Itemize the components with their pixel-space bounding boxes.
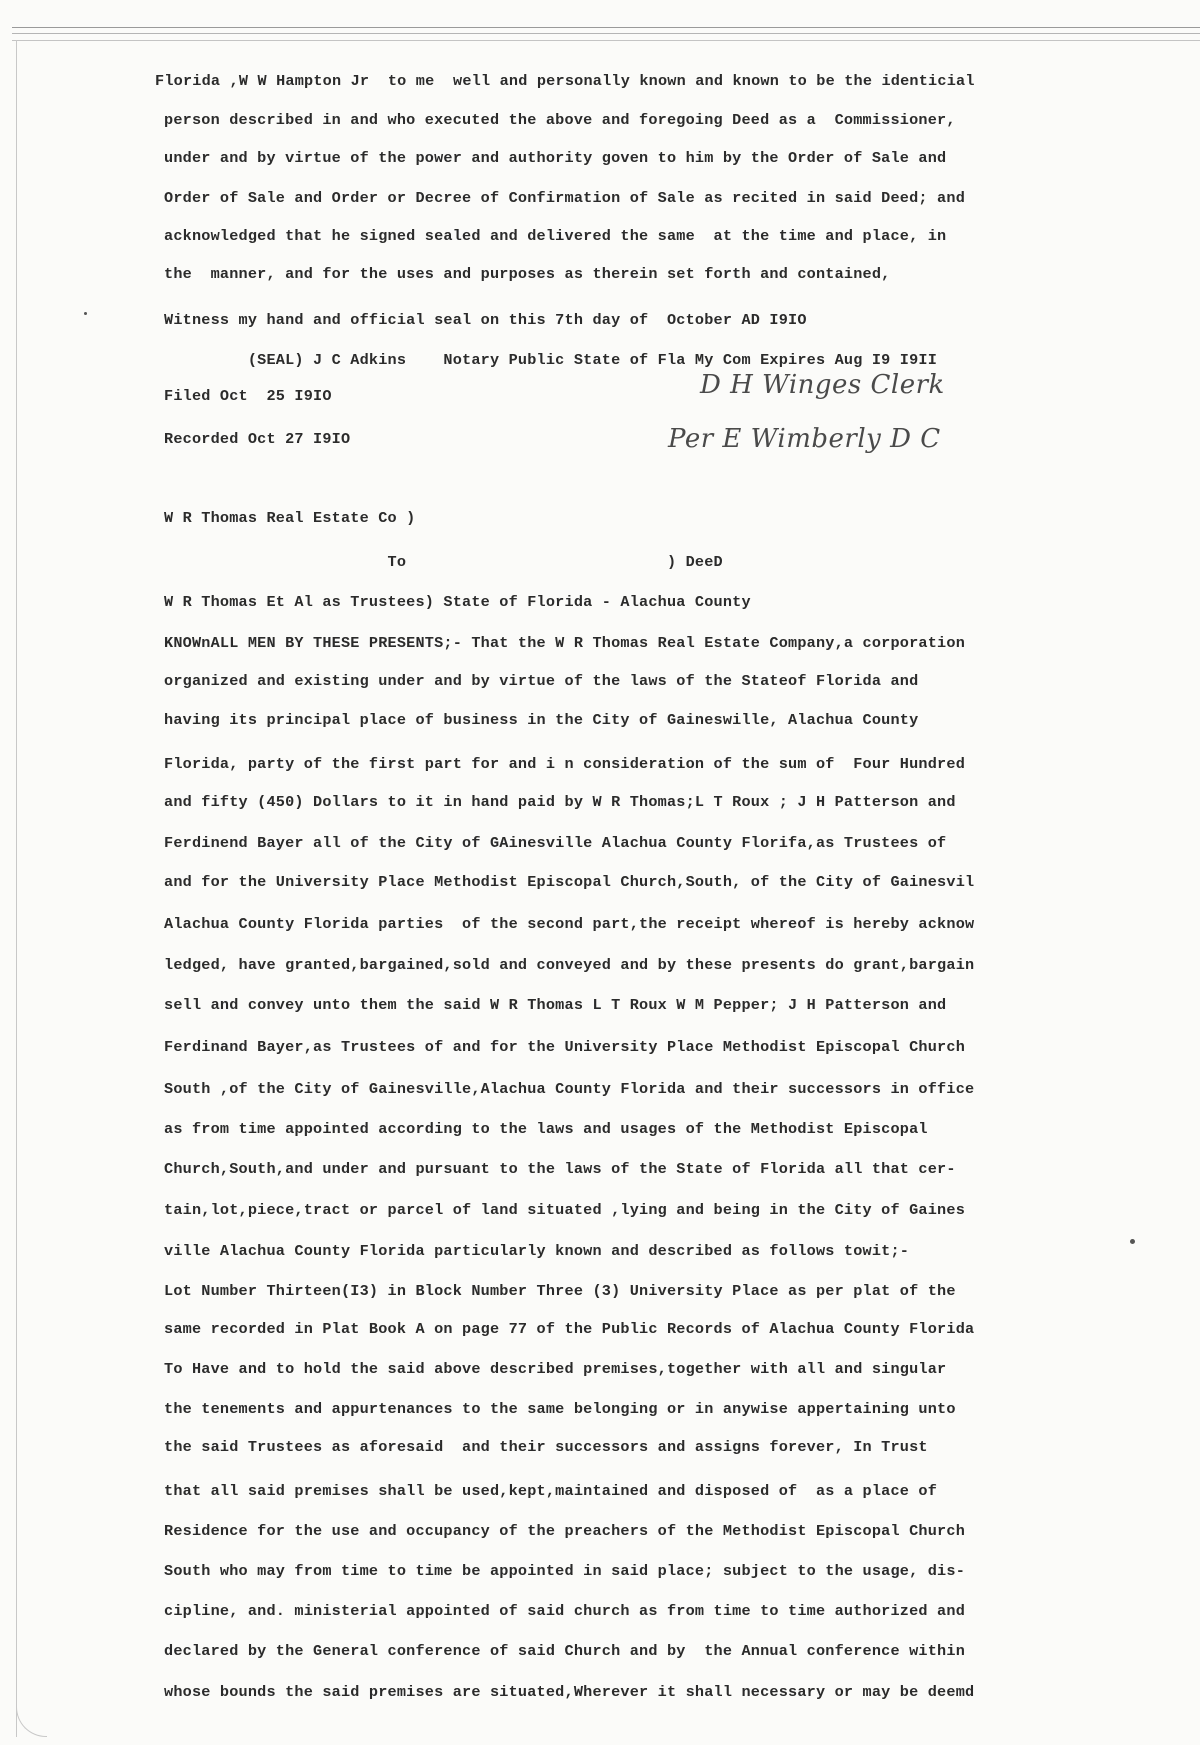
text-line: same recorded in Plat Book A on page 77 of the Public Records of Alachua County Florida <box>164 1320 975 1338</box>
text-line: ledged, have granted,bargained,sold and conveyed and by these presents do grant,bargain <box>164 956 975 974</box>
text-line: and fifty (450) Dollars to it in hand paid by W R Thomas;L T Roux ; J H Patterson and <box>164 793 956 811</box>
text-line: Residence for the use and occupancy of the preachers of the Methodist Episcopal Church <box>164 1522 966 1540</box>
text-line: cipline, and. ministerial appointed of said church as from time to time authorized and <box>164 1602 966 1620</box>
text-line: person described in and who executed the above and foregoing Deed as a Commissioner, <box>164 111 956 129</box>
deed-caption: To ) DeeD <box>164 553 723 571</box>
text-line: acknowledged that he signed sealed and delivered the same at the time and place, in <box>164 227 947 245</box>
text-line: KNOWnALL MEN BY THESE PRESENTS;- That the W R Thomas Real Estate Company,a corporation <box>164 634 966 652</box>
text-line: the manner, and for the uses and purposes as therein set forth and contained, <box>164 265 891 283</box>
text-line: the said Trustees as aforesaid and their successors and assigns forever, In Trust <box>164 1438 928 1456</box>
text-line: Florida ,W W Hampton Jr to me well and personally known and known to be the identicial <box>155 72 975 90</box>
text-line: South ,of the City of Gainesville,Alachua County Florida and their successors in office <box>164 1080 975 1098</box>
text-line: the tenements and appurtenances to the same belonging or in anywise appertaining unto <box>164 1400 956 1418</box>
text-line: under and by virtue of the power and authority goven to him by the Order of Sale and <box>164 149 947 167</box>
text-line: South who may from time to time be appointed in said place; subject to the usage, dis- <box>164 1562 966 1580</box>
text-line: that all said premises shall be used,kept,maintained and disposed of as a place of <box>164 1482 938 1500</box>
text-line: sell and convey unto them the said W R Thomas L T Roux W M Pepper; J H Patterson and <box>164 996 947 1014</box>
text-line: whose bounds the said premises are situated,Wherever it shall necessary or may be deemd <box>164 1683 975 1701</box>
filed-line: Filed Oct 25 I9IO <box>164 387 332 405</box>
text-line: declared by the General conference of said Church and by the Annual conference within <box>164 1642 966 1660</box>
text-line: Ferdinand Bayer,as Trustees of and for the University Place Methodist Episcopal Church <box>164 1038 966 1056</box>
deputy-signature: Per E Wimberly D C <box>668 424 941 454</box>
text-line: Order of Sale and Order or Decree of Confirmation of Sale as recited in said Deed; and <box>164 189 966 207</box>
text-line: Witness my hand and official seal on this 7th day of October AD I9IO <box>164 311 807 329</box>
text-line: organized and existing under and by virtue of the laws of the Stateof Florida and <box>164 672 919 690</box>
text-line: To Have and to hold the said above described premises,together with all and singular <box>164 1360 947 1378</box>
text-line: Ferdinend Bayer all of the City of GAinesville Alachua County Florifa,as Trustees of <box>164 834 947 852</box>
grantee-caption: W R Thomas Et Al as Trustees) State of Florida - Alachua County <box>164 593 751 611</box>
legal-description: Lot Number Thirteen(I3) in Block Number Three (3) University Place as per plat of the <box>164 1282 956 1300</box>
notary-line: (SEAL) J C Adkins Notary Public State of Fla My Com Expires Aug I9 I9II <box>164 351 938 369</box>
ink-dot <box>84 312 87 315</box>
grantor-caption: W R Thomas Real Estate Co ) <box>164 509 416 527</box>
text-line: having its principal place of business in the City of Gaineswille, Alachua County <box>164 711 919 729</box>
text-line: Florida, party of the first part for and i n consideration of the sum of Four Hundred <box>164 755 966 773</box>
text-line: Alachua County Florida parties of the second part,the receipt whereof is hereby acknow <box>164 915 975 933</box>
text-line: tain,lot,piece,tract or parcel of land situated ,lying and being in the City of Gaines <box>164 1201 966 1219</box>
text-line: ville Alachua County Florida particularly known and described as follows towit;- <box>164 1242 910 1260</box>
text-line: Church,South,and under and pursuant to the laws of the State of Florida all that cer- <box>164 1160 956 1178</box>
recorded-line: Recorded Oct 27 I9IO <box>164 430 351 448</box>
ink-dot <box>1130 1239 1135 1244</box>
text-line: and for the University Place Methodist Episcopal Church,South, of the City of Gainesvil <box>164 873 975 891</box>
clerk-signature: D H Winges Clerk <box>700 370 945 400</box>
text-line: as from time appointed according to the laws and usages of the Methodist Episcopal <box>164 1120 928 1138</box>
